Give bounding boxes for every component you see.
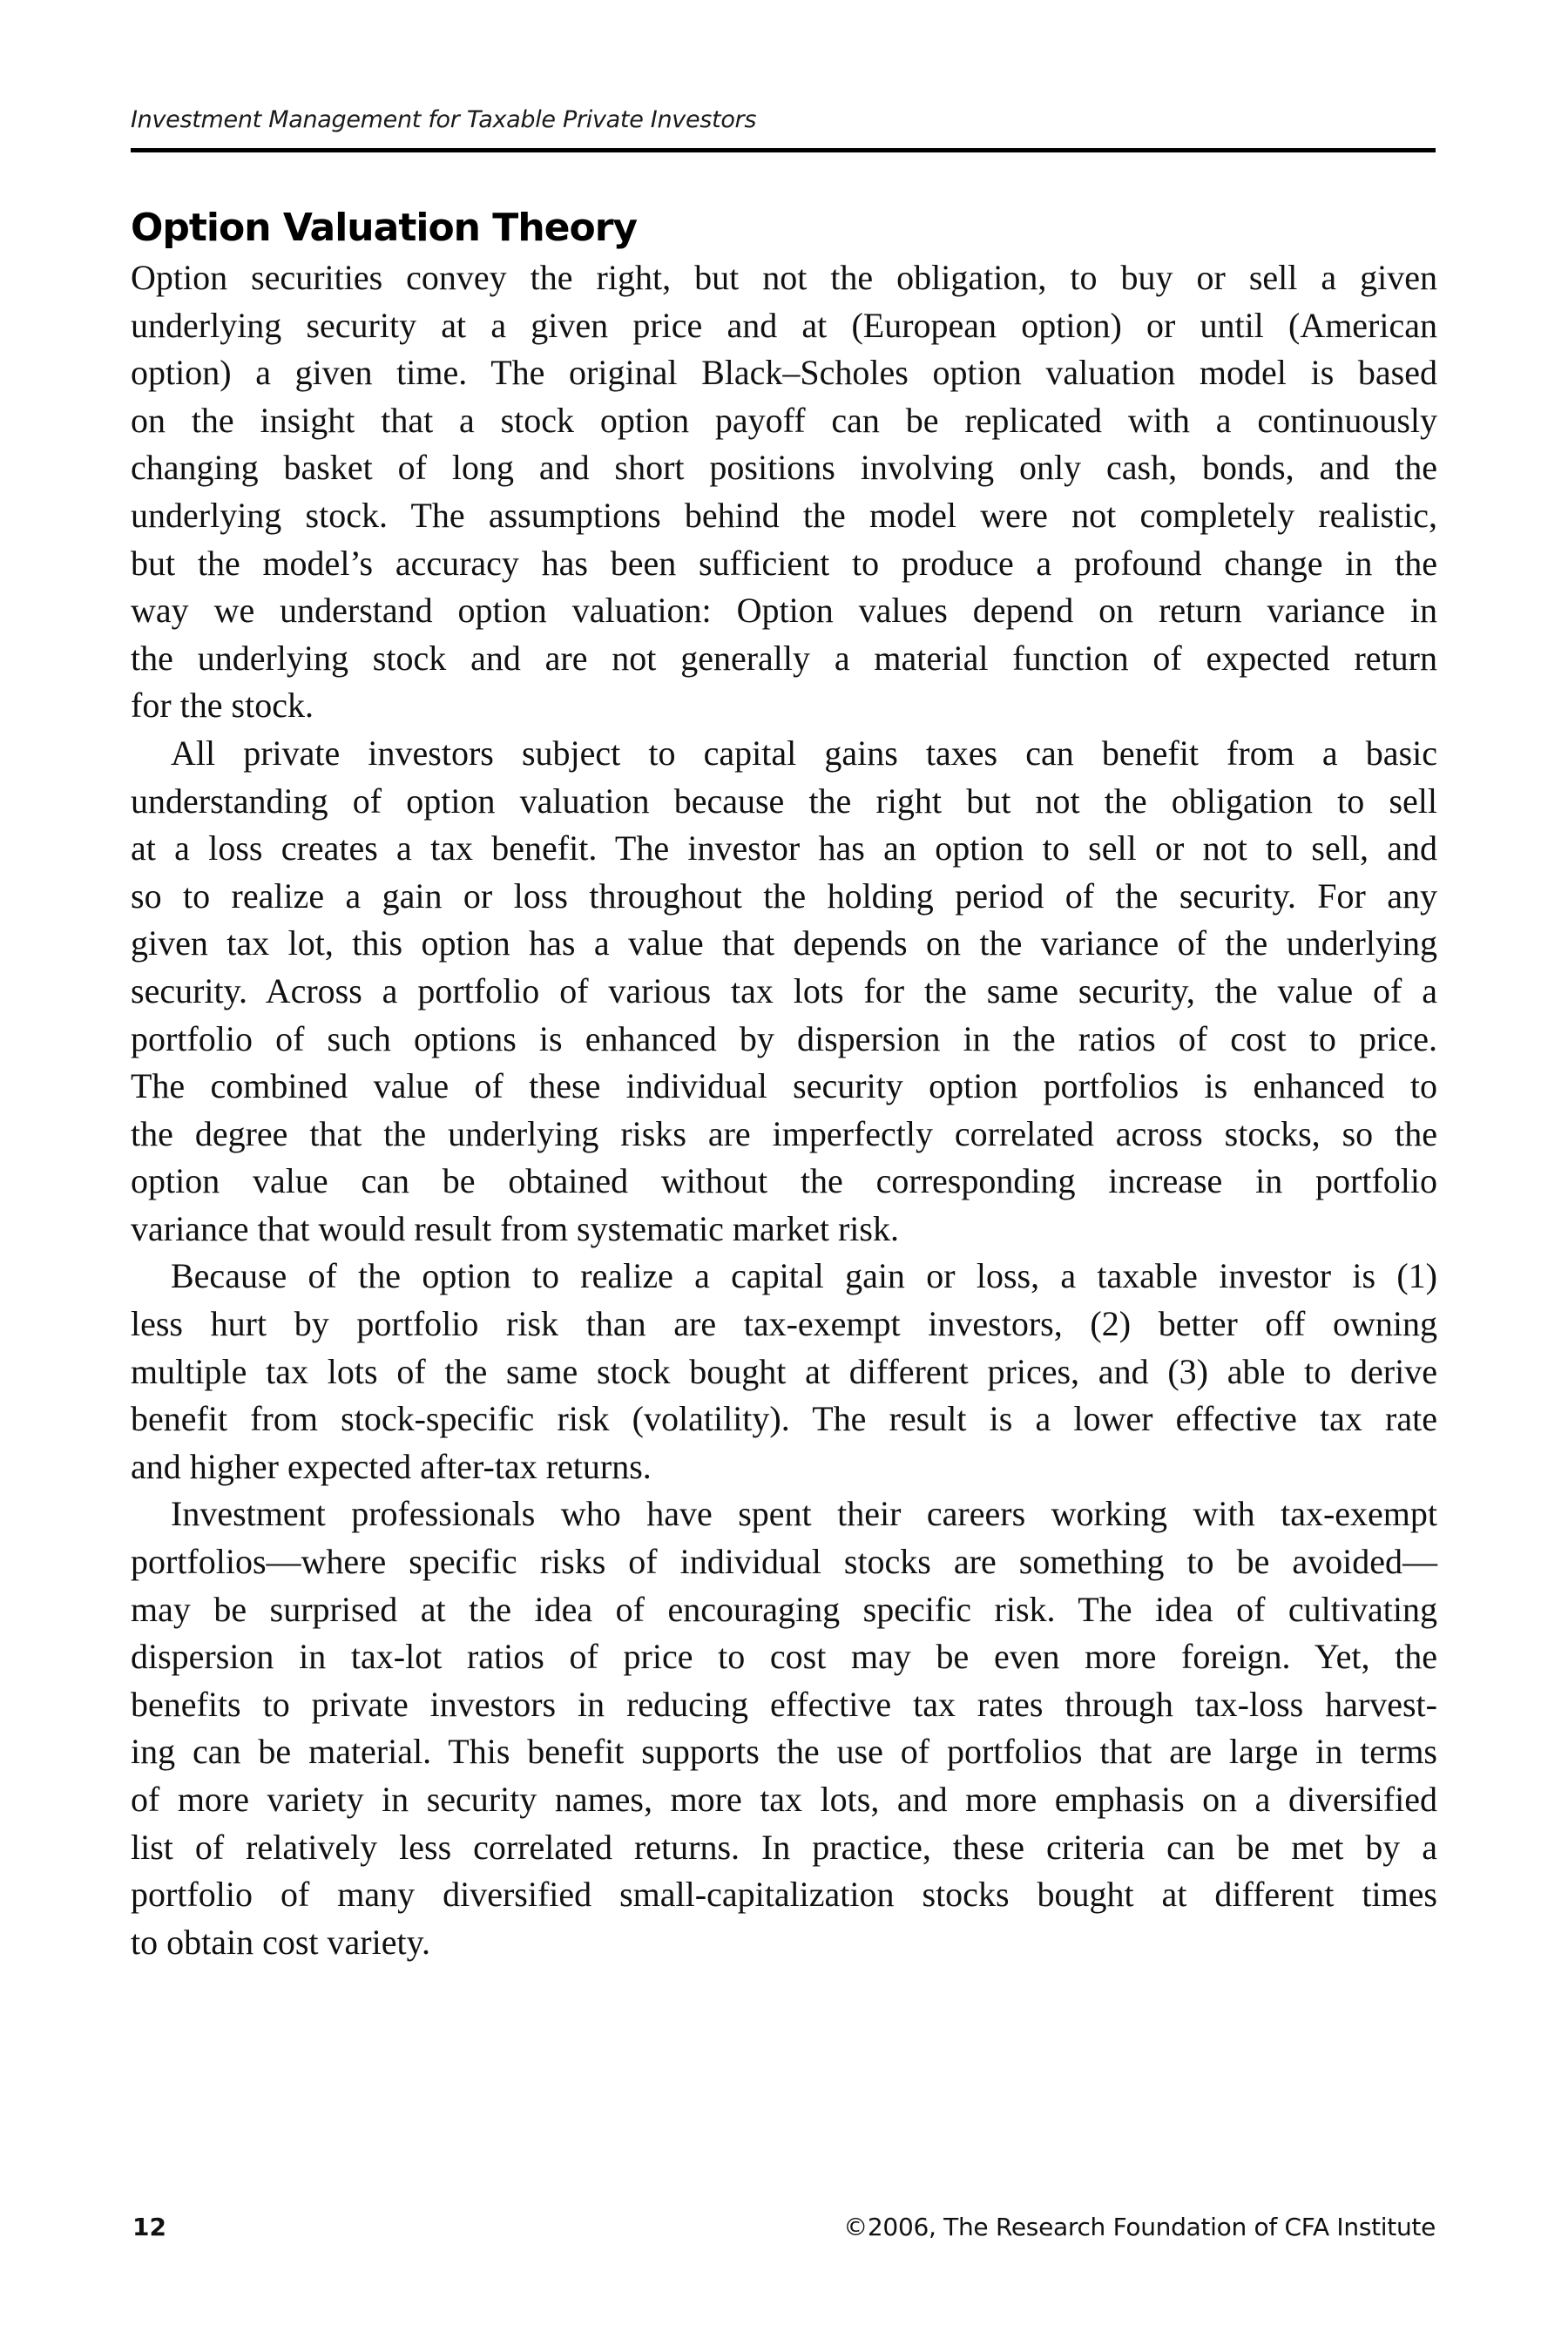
paragraph bbox=[131, 254, 1437, 730]
text-line: portfolio of such options is enhanced by dispersion in the ratios of cost to price. bbox=[131, 1018, 1437, 1058]
text-line: given tax lot, this option has a value that depends on the variance of the underlying bbox=[131, 923, 1437, 963]
text-line: benefits to private investors in reducing effective tax rates through tax-loss harvest- bbox=[131, 1684, 1437, 1724]
text-line: option value can be obtained without the corresponding increase in portfolio bbox=[131, 1161, 1437, 1201]
text-line: less hurt by portfolio risk than are tax-exempt investors, (2) better off owning bbox=[131, 1304, 1437, 1344]
copyright-notice: ©2006, The Research Foundation of CFA Institute bbox=[843, 2213, 1436, 2241]
text-line: portfolios—where specific risks of individual stocks are something to be avoided— bbox=[131, 1542, 1437, 1582]
text-line: list of relatively less correlated returns. In practice, these criteria can be met by a bbox=[131, 1827, 1437, 1867]
text-line: All private investors subject to capital gains taxes can benefit from a basic bbox=[171, 733, 1437, 773]
text-line: Option securities convey the right, but not the obligation, to buy or sell a given bbox=[131, 258, 1437, 297]
text-line: Investment professionals who have spent their careers working with tax-exempt bbox=[171, 1494, 1437, 1534]
text-line: to obtain cost variety. bbox=[131, 1922, 430, 1962]
paragraph bbox=[131, 1490, 1437, 1966]
text-line: benefit from stock-specific risk (volatility). The result is a lower effective tax rate bbox=[131, 1399, 1437, 1439]
body-text bbox=[131, 254, 1437, 1966]
text-line: multiple tax lots of the same stock bought at different prices, and (3) able to derive bbox=[131, 1351, 1437, 1391]
page-number: 12 bbox=[132, 2213, 166, 2241]
text-line: but the model’s accuracy has been sufficient to produce a profound change in the bbox=[131, 543, 1437, 583]
text-line: the degree that the underlying risks are imperfectly correlated across stocks, so the bbox=[131, 1113, 1437, 1153]
running-head: Investment Management for Taxable Private Investors bbox=[131, 106, 757, 133]
text-line: underlying security at a given price and at (European option) or until (American bbox=[131, 305, 1437, 345]
text-line: on the insight that a stock option payoff can be replicated with a continuously bbox=[131, 400, 1437, 440]
text-line: of more variety in security names, more tax lots, and more emphasis on a diversified bbox=[131, 1780, 1437, 1819]
text-line: changing basket of long and short positions involving only cash, bonds, and the bbox=[131, 448, 1437, 488]
text-line: and higher expected after-tax returns. bbox=[131, 1446, 652, 1486]
text-line: so to realize a gain or loss throughout the holding period of the security. For any bbox=[131, 875, 1437, 916]
text-line: the underlying stock and are not generally a material function of expected return bbox=[131, 638, 1437, 678]
text-line: ing can be material. This benefit supports the use of portfolios that are large in terms bbox=[131, 1732, 1437, 1772]
text-line: dispersion in tax-lot ratios of price to cost may be even more foreign. Yet, the bbox=[131, 1637, 1437, 1677]
text-line: underlying stock. The assumptions behind the model were not completely realistic, bbox=[131, 495, 1437, 535]
text-line: may be surprised at the idea of encouraging specific risk. The idea of cultivating bbox=[131, 1589, 1437, 1629]
header-rule bbox=[131, 148, 1436, 152]
paragraph bbox=[131, 730, 1437, 1254]
text-line: security. Across a portfolio of various tax lots for the same security, the value of a bbox=[131, 970, 1437, 1010]
text-line: portfolio of many diversified small-capitalization stocks bought at different times bbox=[131, 1875, 1437, 1915]
paragraph bbox=[131, 1253, 1437, 1490]
text-line: option) a given time. The original Black–Scholes option valuation model is based bbox=[131, 353, 1437, 393]
section-title: Option Valuation Theory bbox=[131, 206, 638, 250]
text-line: variance that would result from systematic market risk. bbox=[131, 1208, 899, 1248]
text-line: for the stock. bbox=[131, 686, 314, 726]
text-line: understanding of option valuation because the right but not the obligation to sell bbox=[131, 781, 1437, 821]
text-line: The combined value of these individual security option portfolios is enhanced to bbox=[131, 1066, 1437, 1106]
text-line: at a loss creates a tax benefit. The investor has an option to sell or not to sell, and bbox=[131, 828, 1437, 868]
text-line: way we understand option valuation: Option values depend on return variance in bbox=[131, 591, 1437, 631]
text-line: Because of the option to realize a capital gain or loss, a taxable investor is (1) bbox=[171, 1256, 1437, 1296]
